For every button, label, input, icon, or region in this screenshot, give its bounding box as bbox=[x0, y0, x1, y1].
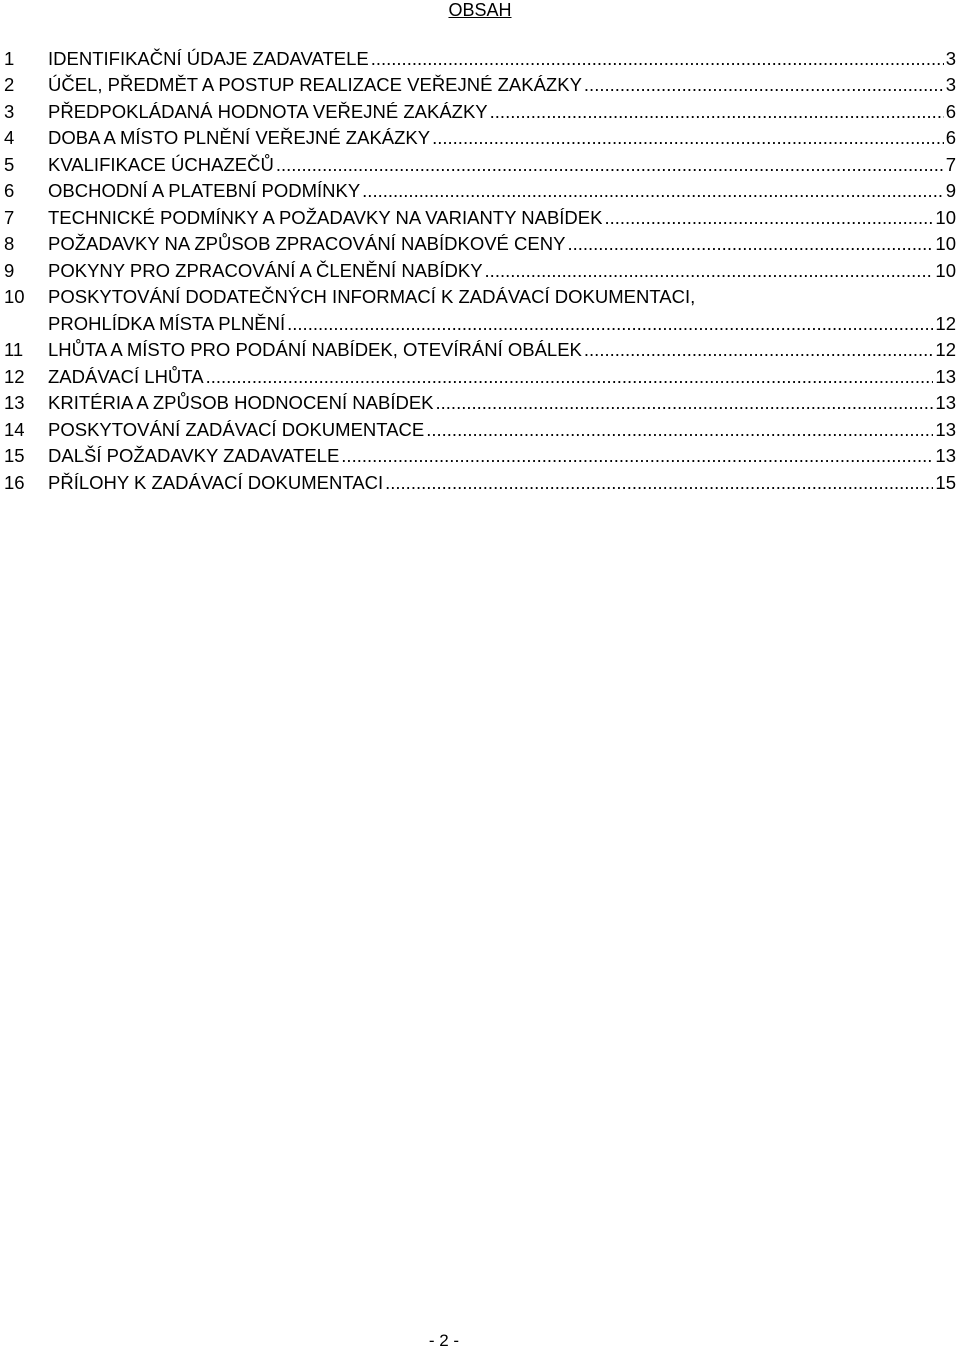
toc-entry-number: 16 bbox=[4, 471, 25, 493]
toc-entry-page: 15 bbox=[935, 471, 956, 493]
toc-entry[interactable] bbox=[4, 149, 956, 176]
toc-entry[interactable] bbox=[4, 96, 956, 123]
toc-entry-title: KVALIFIKACE ÚCHAZEČŮ bbox=[48, 153, 274, 175]
toc-entry-title-line1: POSKYTOVÁNÍ DODATEČNÝCH INFORMACÍ K ZADÁVACÍ DOKUMENTACI, bbox=[48, 286, 696, 307]
toc-entry-number: 8 bbox=[4, 233, 15, 254]
dot-leader bbox=[287, 315, 933, 335]
dot-leader bbox=[341, 447, 933, 467]
toc-entry-number: 4 bbox=[4, 127, 15, 148]
toc-entry-page: 13 bbox=[935, 365, 956, 387]
toc-entry-title: DOBA A MÍSTO PLNĚNÍ VEŘEJNÉ ZAKÁZKY bbox=[48, 127, 431, 148]
dot-leader bbox=[362, 182, 944, 202]
toc-entry-page: 6 bbox=[945, 100, 956, 122]
toc-entry-title: POSKYTOVÁNÍ ZADÁVACÍ DOKUMENTACE bbox=[48, 418, 425, 440]
toc-entry[interactable] bbox=[4, 361, 956, 388]
toc-entry-title: TECHNICKÉ PODMÍNKY A POŽADAVKY NA VARIANTY NABÍDEK bbox=[48, 206, 603, 228]
toc-entry-title: PROHLÍDKA MÍSTA PLNĚNÍ bbox=[48, 312, 286, 334]
dot-leader bbox=[490, 103, 944, 123]
dot-leader bbox=[485, 262, 934, 282]
toc-entry-page: 6 bbox=[945, 127, 956, 148]
toc-entry-page: 12 bbox=[935, 339, 956, 360]
toc-entry-number: 10 bbox=[4, 286, 25, 307]
toc-entry-page: 12 bbox=[935, 312, 956, 334]
toc-entry-page: 7 bbox=[945, 153, 956, 175]
dot-leader bbox=[584, 341, 934, 361]
dot-leader bbox=[604, 209, 933, 229]
toc-entry[interactable] bbox=[4, 414, 956, 441]
toc-entry-page: 3 bbox=[945, 47, 956, 69]
toc-entry[interactable] bbox=[4, 388, 956, 415]
toc-entry-first-line[interactable] bbox=[4, 282, 956, 309]
toc-entry[interactable] bbox=[4, 123, 956, 150]
toc-entry-number: 9 bbox=[4, 259, 15, 281]
toc-entry-title: DALŠÍ POŽADAVKY ZADAVATELE bbox=[48, 445, 340, 466]
toc-entry[interactable] bbox=[4, 43, 956, 70]
toc-entry-title: LHŮTA A MÍSTO PRO PODÁNÍ NABÍDEK, OTEVÍRÁNÍ OBÁLEK bbox=[48, 339, 582, 360]
toc-entry-page: 9 bbox=[945, 180, 956, 201]
dot-leader bbox=[371, 50, 944, 70]
toc-entry-number: 13 bbox=[4, 392, 25, 413]
toc-entry-number: 11 bbox=[4, 339, 24, 360]
toc-entry-number: 5 bbox=[4, 153, 15, 175]
dot-leader bbox=[567, 235, 933, 255]
toc-entry[interactable] bbox=[4, 441, 956, 468]
toc-entry-title: IDENTIFIKAČNÍ ÚDAJE ZADAVATELE bbox=[48, 47, 369, 69]
toc-entry-page: 3 bbox=[945, 74, 956, 95]
toc-entry-number: 1 bbox=[4, 47, 15, 69]
toc-entry-page: 13 bbox=[935, 418, 956, 440]
toc-entry-page: 10 bbox=[935, 206, 956, 228]
toc-entry-page: 13 bbox=[935, 392, 956, 413]
toc-entry[interactable] bbox=[4, 202, 956, 229]
toc-entry-number: 7 bbox=[4, 206, 15, 228]
toc-entry[interactable] bbox=[4, 335, 956, 362]
toc-entry-number: 3 bbox=[4, 100, 15, 122]
dot-leader bbox=[276, 156, 944, 176]
page-title: OBSAH bbox=[448, 0, 512, 20]
toc-entry-title: PŘEDPOKLÁDANÁ HODNOTA VEŘEJNÉ ZAKÁZKY bbox=[48, 100, 488, 122]
toc-entry-title: POŽADAVKY NA ZPŮSOB ZPRACOVÁNÍ NABÍDKOVÉ CENY bbox=[48, 233, 566, 254]
dot-leader bbox=[426, 421, 933, 441]
toc-entry-title: PŘÍLOHY K ZADÁVACÍ DOKUMENTACI bbox=[48, 471, 384, 493]
table-of-contents bbox=[4, 43, 956, 494]
toc-entry-number: 15 bbox=[4, 445, 25, 466]
toc-entry[interactable] bbox=[4, 467, 956, 494]
toc-entry-title: KRITÉRIA A ZPŮSOB HODNOCENÍ NABÍDEK bbox=[48, 392, 434, 413]
toc-entry-number: 2 bbox=[4, 74, 15, 95]
dot-leader bbox=[436, 394, 934, 414]
dot-leader bbox=[385, 474, 933, 494]
toc-entry-page: 13 bbox=[935, 445, 956, 466]
dot-leader bbox=[206, 368, 934, 388]
toc-entry-page: 10 bbox=[935, 233, 956, 254]
dot-leader bbox=[584, 76, 944, 96]
toc-entry-number: 12 bbox=[4, 365, 25, 387]
toc-entry-number: 14 bbox=[4, 418, 25, 440]
toc-entry-title: ÚČEL, PŘEDMĚT A POSTUP REALIZACE VEŘEJNÉ ZAKÁZKY bbox=[48, 74, 582, 95]
toc-entry[interactable] bbox=[4, 70, 956, 97]
page-number: - 2 - bbox=[428, 1331, 460, 1350]
toc-entry-title: ZADÁVACÍ LHŮTA bbox=[48, 365, 204, 387]
toc-entry[interactable] bbox=[4, 229, 956, 256]
toc-entry[interactable] bbox=[4, 176, 956, 203]
toc-entry-number: 6 bbox=[4, 180, 15, 201]
dot-leader bbox=[432, 129, 944, 149]
toc-entry-page: 10 bbox=[935, 259, 956, 281]
toc-entry-title: OBCHODNÍ A PLATEBNÍ PODMÍNKY bbox=[48, 180, 361, 201]
toc-entry[interactable] bbox=[4, 308, 956, 335]
toc-entry-title: POKYNY PRO ZPRACOVÁNÍ A ČLENĚNÍ NABÍDKY bbox=[48, 259, 483, 281]
toc-entry[interactable] bbox=[4, 255, 956, 282]
